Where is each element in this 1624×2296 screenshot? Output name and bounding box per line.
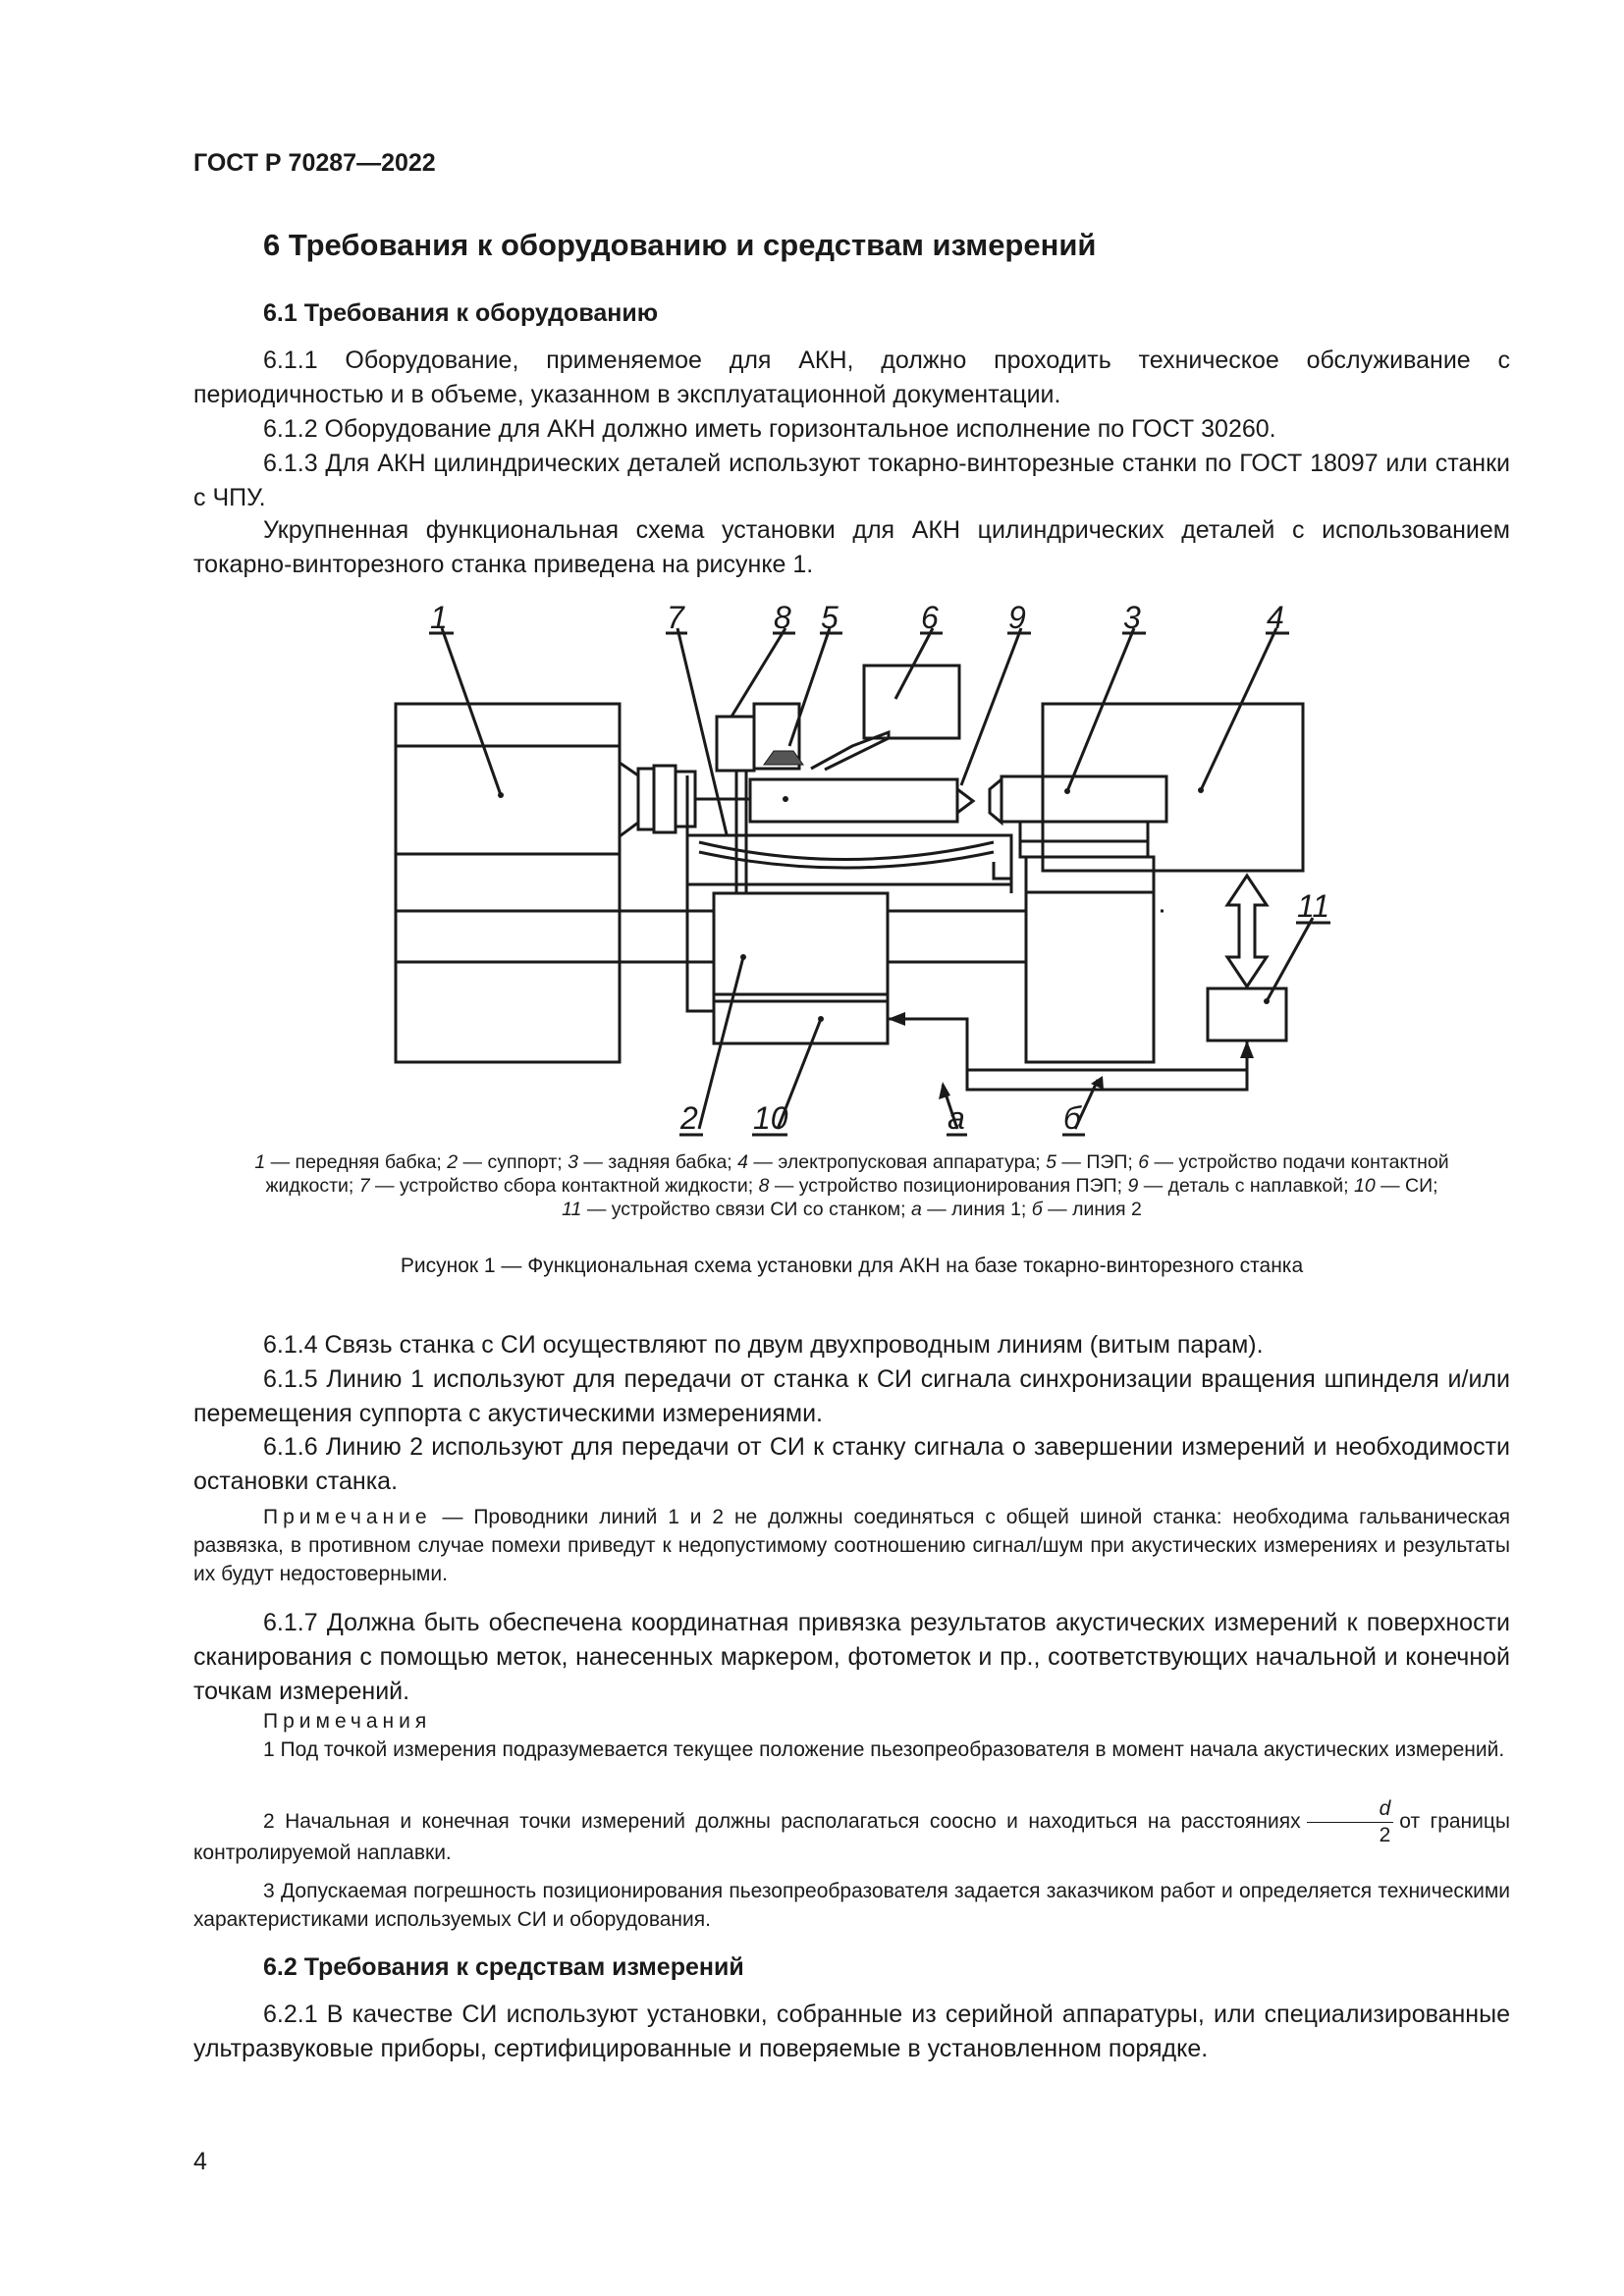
- label-6: 6: [921, 600, 939, 635]
- label-a: а: [947, 1100, 965, 1136]
- figure-legend: [193, 1150, 1510, 1221]
- label-b: б: [1063, 1100, 1081, 1136]
- label-2: 2: [680, 1100, 698, 1136]
- headstock-shape: [396, 704, 620, 1062]
- link-double-arrow: [1227, 876, 1267, 987]
- positioning-device-shape: [717, 717, 754, 771]
- interface-device-shape: [1208, 988, 1286, 1041]
- electric-box-shape: [1043, 704, 1303, 871]
- paragraph-6-1-3: 6.1.3 Для АКН цилиндрических деталей используют токарно-винторезные станки по ГОСТ 18097 или станки с ЧПУ.: [193, 450, 1510, 511]
- paragraph-6-1-5: 6.1.5 Линию 1 используют для передачи от станка к СИ сигнала синхронизации вращения шпинделя и/или перемещения суппорта с акустическими измерениями.: [193, 1365, 1510, 1427]
- paragraph-scheme-intro: Укрупненная функциональная схема установки для АКН цилиндрических деталей с использованием токарно-винторезного станка приведена на рисунке 1.: [193, 516, 1510, 578]
- note-text: — Проводники линий 1 и 2 не должны соединяться с общей шиной станка: необходима гальваническая развязка, в противном случае помехи приведут к недопустимому соотношению сигнал/шум при акустических измерениях и результаты их будут недостоверными.: [193, 1506, 1510, 1585]
- page-number: 4: [193, 2148, 207, 2175]
- paragraph-6-1-2: 6.1.2 Оборудование для АКН должно иметь горизонтальное исполнение по ГОСТ 30260.: [263, 415, 1276, 443]
- legend-line-2: жидкости; 7 — устройство сбора контактной жидкости; 8 — устройство позиционирования ПЭП; 9 — деталь с наплавкой; 10 — СИ;: [265, 1175, 1438, 1197]
- subsection-title-6-1: 6.1 Требования к оборудованию: [263, 299, 659, 327]
- paragraph-6-1-6: 6.1.6 Линию 2 используют для передачи от СИ к станку сигнала о завершении измерений и необходимости остановки станка.: [193, 1433, 1510, 1495]
- label-10: 10: [753, 1100, 788, 1136]
- label-9: 9: [1008, 600, 1026, 635]
- paragraph-6-1-7: 6.1.7 Должна быть обеспечена координатная привязка результатов акустических измерений к поверхности сканирования с помощью меток, нанесенных маркером, фотометок и пр., соответствующих начальной и конечной точкам измерений.: [193, 1609, 1510, 1705]
- label-4: 4: [1267, 600, 1284, 635]
- note-label: Примечание: [263, 1506, 432, 1528]
- note-2-pre: 2 Начальная и конечная точки измерений должны располагаться соосно и находиться на расстояниях: [263, 1810, 1301, 1834]
- notes-label: Примечания: [263, 1710, 432, 1733]
- feed-device-shape: [864, 666, 959, 738]
- note-3: 3 Допускаемая погрешность позиционирования пьезопреобразователя задается заказчиком работ и определяется техническими характеристиками используемых СИ и оборудования.: [193, 1880, 1510, 1931]
- tailstock-body-shape: [1026, 892, 1154, 1062]
- figure-caption: Рисунок 1 — Функциональная схема установки для АКН на базе токарно-винторезного станка: [400, 1255, 1304, 1277]
- note-2-post: от границы контролируемой наплавки.: [193, 1810, 1510, 1864]
- legend-line-3: 11 — устройство связи СИ со станком; а — линия 1; б — линия 2: [562, 1199, 1142, 1220]
- label-7: 7: [667, 600, 684, 635]
- tailstock-quill-shape: [1001, 776, 1166, 822]
- label-8: 8: [774, 600, 791, 635]
- label-3: 3: [1123, 600, 1141, 635]
- fraction-denominator: 2: [1379, 1824, 1391, 1846]
- note-6-1-6: [193, 1503, 1510, 1588]
- paragraph-6-1-4: 6.1.4 Связь станка с СИ осуществляют по двум двухпроводным линиям (витым парам).: [263, 1331, 1264, 1359]
- fraction-d-over-2: [1307, 1796, 1394, 1848]
- document-id: ГОСТ Р 70287—2022: [193, 149, 436, 177]
- paragraph-6-2-1: 6.2.1 В качестве СИ используют установки, собранные из серийной аппаратуры, или специализированные ультразвуковые приборы, сертифицированные и поверяемые в установленном порядке.: [193, 2001, 1510, 2062]
- section-title: 6 Требования к оборудованию и средствам измерений: [263, 228, 1097, 262]
- subsection-title-6-2: 6.2 Требования к средствам измерений: [263, 1953, 744, 1981]
- paragraph-6-1-1: 6.1.1 Оборудование, применяемое для АКН, должно проходить техническое обслуживание с периодичностью и в объеме, указанном в эксплуатационной документации.: [193, 347, 1510, 408]
- fraction-numerator: d: [1307, 1796, 1394, 1823]
- note-2: [193, 1797, 1510, 1867]
- label-5: 5: [821, 600, 839, 635]
- part-with-weld-shape: [750, 779, 957, 822]
- note-1: 1 Под точкой измерения подразумевается текущее положение пьезопреобразователя в момент начала акустических измерений.: [263, 1738, 1505, 1761]
- chuck-shape: [620, 763, 638, 836]
- label-11: 11: [1297, 888, 1330, 924]
- support-shape: [714, 893, 888, 1001]
- label-1: 1: [430, 600, 448, 635]
- legend-line-1: 1 — передняя бабка; 2 — суппорт; 3 — задняя бабка; 4 — электропусковая аппаратура; 5 — ПЭП; 6 — устройство подачи контактной: [254, 1151, 1449, 1173]
